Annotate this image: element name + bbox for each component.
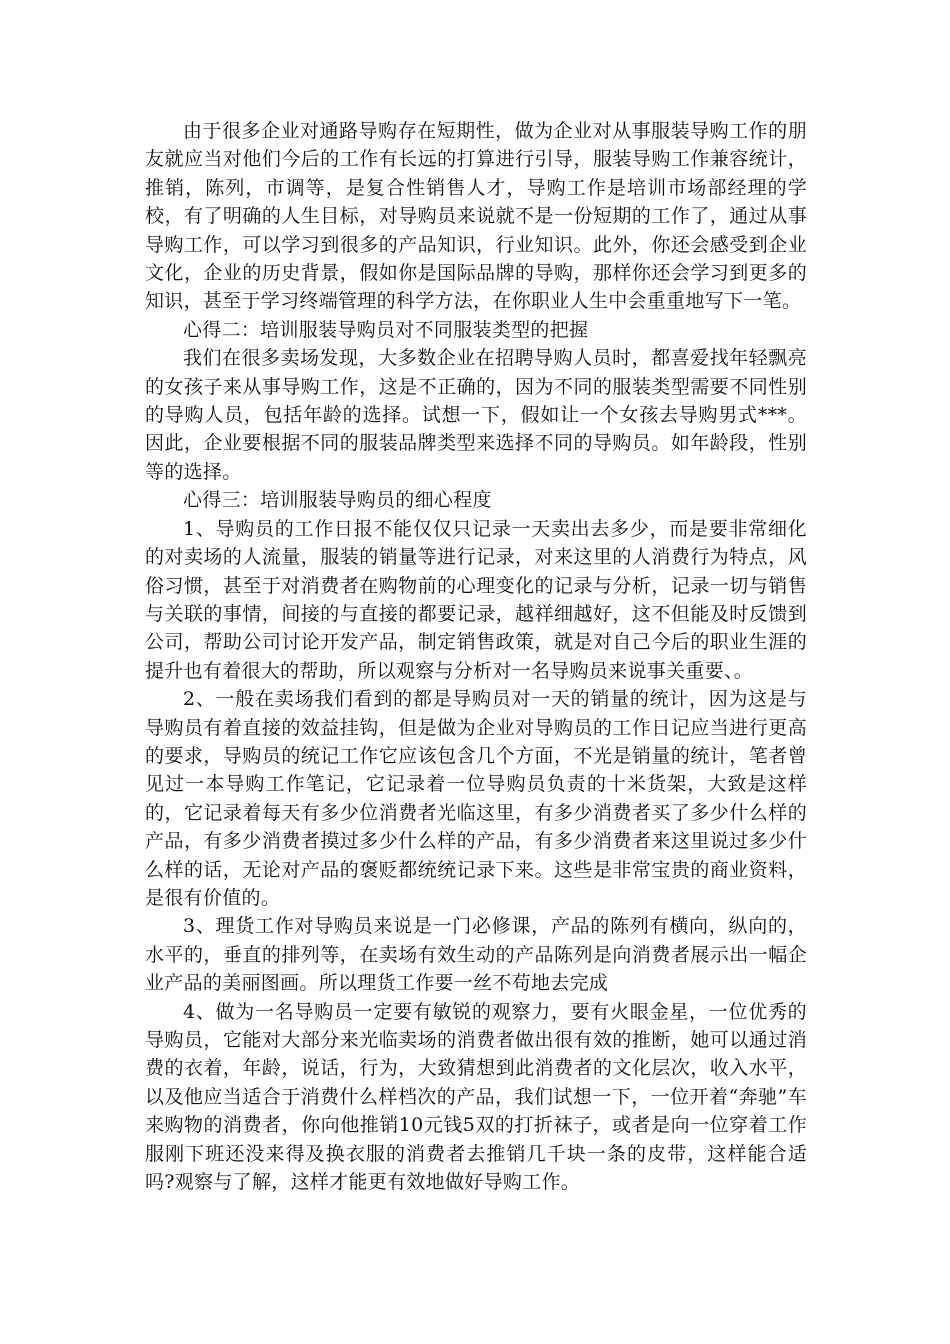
paragraph-point-4: 4、做为一名导购员一定要有敏锐的观察力，要有火眼金星，一位优秀的导购员，它能对大部分来光临卖场的消费者做出很有效的推断，她可以通过消费的衣着，年龄，说话，行为，大致猜想到此消费者的文化层次，收入水平，以及他应当适合于消费什么样档次的产品，我们试想一下，一位开着“奔驰”车来购物的消费者，你向他推销10元钱5双的打折袜子，或者是向一位穿着工作服刚下班还没来得及换衣服的消费者去推销几千块一条的皮带，这样能合适吗?观察与了解，这样才能更有效地做好导购工作。 [145,1000,807,1194]
paragraph-point-2: 2、一般在卖场我们看到的都是导购员对一天的销量的统计，因为这是与导购员有着直接的效益挂钩，但是做为企业对导购员的工作日记应当进行更高的要求，导购员的统记工作它应该包含几个方面，不光是销量的统计，笔者曾见过一本导购工作笔记，它记录着一位导购员负责的十米货架，大致是这样的，它记录着每天有多少位消费者光临这里，有多少消费者买了多少什么样的产品，有多少消费者摸过多少什么样的产品，有多少消费者来这里说过多少什么样的话，无论对产品的褒贬都统统记录下来。这些是非常宝贵的商业资料，是很有价值的。 [145,688,807,909]
paragraph-insight-two: 我们在很多卖场发现，大多数企业在招聘导购人员时，都喜爱找年轻飘亮的女孩子来从事导购工作，这是不正确的，因为不同的服装类型需要不同性别的导购人员，包括年龄的选择。试想一下，假如让一个女孩去导购男式***。因此，企业要根据不同的服装品牌类型来选择不同的导购员。如年龄段，性别等的选择。 [145,347,807,483]
heading-insight-three: 心得三：培训服装导购员的细心程度 [183,489,492,512]
document-body [145,117,807,1196]
heading-insight-two: 心得二：培训服装导购员对不同服装类型的把握 [183,318,589,341]
paragraph-intro: 由于很多企业对通路导购存在短期性，做为企业对从事服装导购工作的朋友就应当对他们今后的工作有长远的打算进行引导，服装导购工作兼容统计，推销，陈列，市调等，是复合性销售人才，导购工作是培训市场部经理的学校，有了明确的人生目标，对导购员来说就不是一份短期的工作了，通过从事导购工作，可以学习到很多的产品知识，行业知识。此外，你还会感受到企业文化，企业的历史背景，假如你是国际品牌的导购，那样你还会学习到更多的知识，甚至于学习终端管理的科学方法，在你职业人生中会重重地写下一笔。 [145,120,807,313]
paragraph-point-3: 3、理货工作对导购员来说是一门必修课，产品的陈列有横向，纵向的，水平的，垂直的排列等，在卖场有效生动的产品陈列是向消费者展示出一幅企业产品的美丽图画。所以理货工作要一丝不苟地去完成 [145,915,807,995]
paragraph-point-1: 1、导购员的工作日报不能仅仅只记录一天卖出去多少，而是要非常细化的对卖场的人流量，服装的销量等进行记录，对来这里的人消费行为特点，风俗习惯，甚至于对消费者在购物前的心理变化的记录与分析，记录一切与销售与关联的事情，间接的与直接的都要记录，越祥细越好，这不但能及时反馈到公司，帮助公司讨论开发产品，制定销售政策，就是对自己今后的职业生涯的提升也有着很大的帮助，所以观察与分析对一名导购员来说事关重要、。 [145,517,807,682]
